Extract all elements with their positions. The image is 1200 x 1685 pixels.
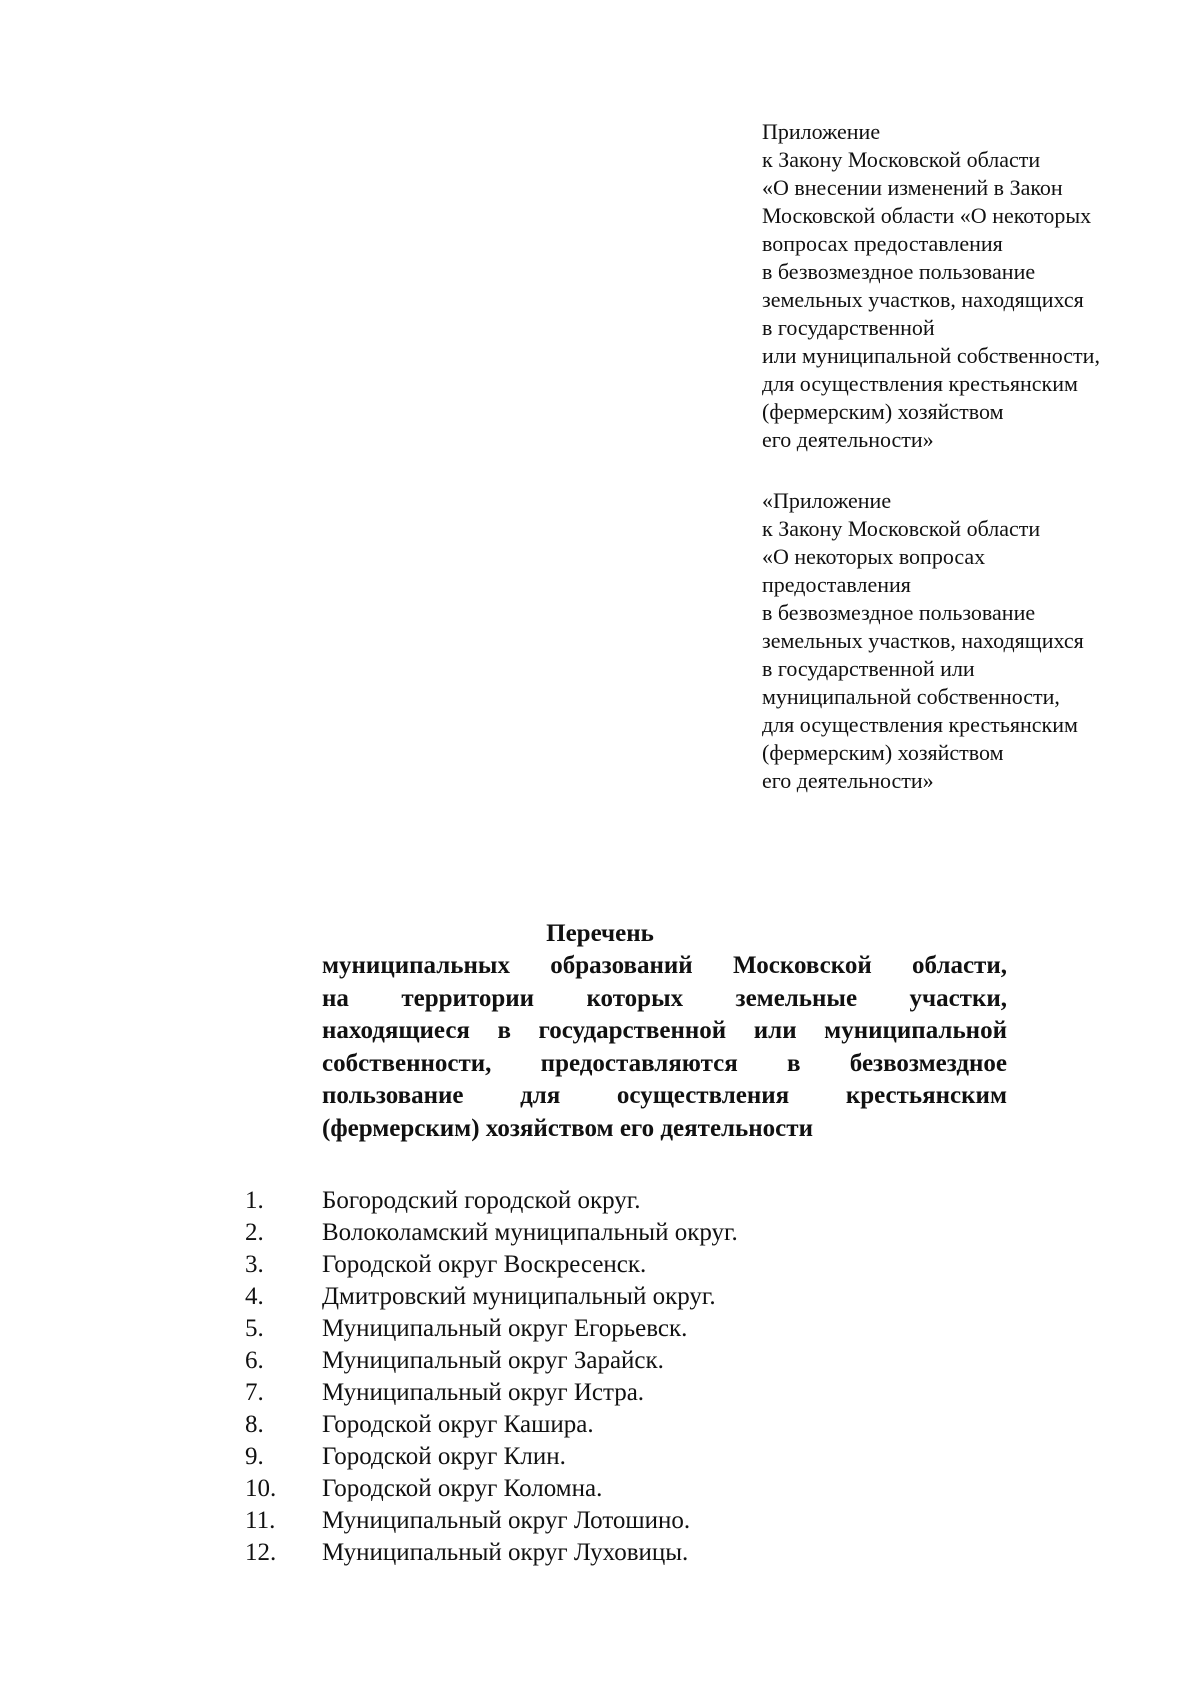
subtitle-line: находящиеся в государственной или муниципальной [322, 1017, 1007, 1044]
municipalities-list [245, 1185, 1045, 1569]
appendix-line: в государственной или [762, 656, 975, 681]
list-item-number: 6. [245, 1347, 264, 1374]
appendix-line: земельных участков, находящихся [762, 287, 1084, 312]
list-item-number: 1. [245, 1187, 264, 1214]
document-subtitle [322, 950, 1007, 1145]
subtitle-line: собственности, предоставляются в безвозмездное [322, 1049, 1007, 1077]
list-item-text: Муниципальный округ Егорьевск. [322, 1315, 688, 1342]
appendix-line: в безвозмездное пользование [762, 259, 1036, 284]
list-item [245, 1217, 1045, 1249]
appendix-line: (фермерским) хозяйством [762, 740, 1004, 765]
subtitle-line: на территории которых земельные участки, [322, 984, 1007, 1012]
list-item [245, 1409, 1045, 1441]
list-item-text: Муниципальный округ Истра. [322, 1379, 645, 1406]
appendix-line: его деятельности» [762, 427, 934, 452]
appendix-line: его деятельности» [762, 768, 934, 793]
list-item-number: 10. [245, 1475, 277, 1502]
list-item [245, 1377, 1045, 1409]
appendix-line: к Закону Московской области [762, 147, 1041, 172]
appendix-line: муниципальной собственности, [762, 684, 1060, 709]
list-item-text: Городской округ Коломна. [322, 1475, 603, 1502]
list-item-text: Волоколамский муниципальный округ. [322, 1219, 738, 1246]
appendix-line: (фермерским) хозяйством [762, 399, 1004, 424]
appendix-line: «О некоторых вопросах [762, 544, 986, 569]
appendix-line: в безвозмездное пользование [762, 600, 1036, 625]
appendix-line: или муниципальной собственности, [762, 343, 1100, 368]
appendix-line: к Закону Московской области [762, 516, 1041, 541]
appendix-line: Приложение [762, 119, 881, 144]
list-item-number: 12. [245, 1539, 277, 1566]
appendix-line: «О внесении изменений в Закон [762, 175, 1063, 200]
list-item-number: 4. [245, 1283, 264, 1310]
appendix-line: в государственной [762, 315, 935, 340]
list-item [245, 1537, 1045, 1569]
list-item [245, 1281, 1045, 1313]
list-item [245, 1313, 1045, 1345]
list-item-text: Городской округ Клин. [322, 1443, 566, 1470]
subtitle-line: пользование для осуществления крестьянским [322, 1082, 1007, 1109]
appendix-line: для осуществления крестьянским [762, 371, 1078, 396]
list-item [245, 1345, 1045, 1377]
list-item-text: Муниципальный округ Лотошино. [322, 1507, 691, 1534]
list-item-number: 3. [245, 1251, 264, 1278]
appendix-line: предоставления [762, 572, 911, 597]
list-item-number: 8. [245, 1411, 264, 1438]
list-item [245, 1473, 1045, 1505]
appendix-line: «Приложение [762, 488, 892, 513]
list-item-text: Богородский городской округ. [322, 1187, 641, 1214]
list-item [245, 1185, 1045, 1217]
appendix-line: вопросах предоставления [762, 231, 1003, 256]
list-item-number: 9. [245, 1443, 264, 1470]
list-item-text: Городской округ Кашира. [322, 1411, 594, 1438]
list-item-text: Дмитровский муниципальный округ. [322, 1283, 716, 1310]
list-item [245, 1441, 1045, 1473]
subtitle-line: (фермерским) хозяйством его деятельности [322, 1114, 813, 1142]
appendix-header-original [762, 487, 1182, 795]
list-item [245, 1249, 1045, 1281]
list-item-text: Городской округ Воскресенск. [322, 1251, 647, 1278]
list-item-number: 11. [245, 1507, 276, 1534]
list-item-number: 5. [245, 1315, 264, 1342]
appendix-line: земельных участков, находящихся [762, 628, 1084, 653]
list-item-number: 7. [245, 1379, 264, 1406]
list-item-text: Муниципальный округ Луховицы. [322, 1539, 689, 1566]
appendix-line: для осуществления крестьянским [762, 712, 1078, 737]
list-item-text: Муниципальный округ Зарайск. [322, 1347, 664, 1374]
appendix-header-current [762, 118, 1182, 454]
document-title: Перечень [546, 920, 654, 947]
subtitle-line: муниципальных образований Московской области, [322, 952, 1007, 979]
appendix-line: Московской области «О некоторых [762, 203, 1092, 228]
list-item [245, 1505, 1045, 1537]
list-item-number: 2. [245, 1219, 264, 1246]
